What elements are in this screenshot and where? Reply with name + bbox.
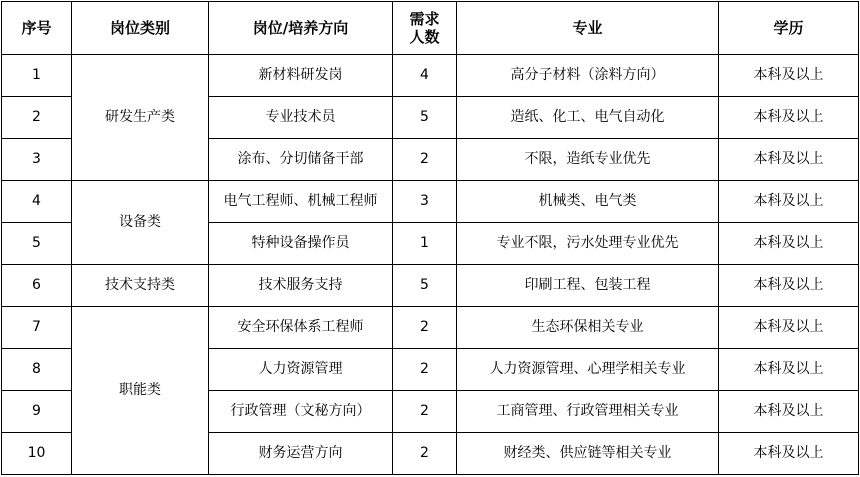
cell-count: 3 bbox=[393, 181, 457, 223]
cell-position: 特种设备操作员 bbox=[209, 223, 393, 265]
cell-position: 涂布、分切储备干部 bbox=[209, 139, 393, 181]
cell-education: 本科及以上 bbox=[719, 55, 859, 97]
cell-count: 2 bbox=[393, 433, 457, 475]
cell-count: 5 bbox=[393, 97, 457, 139]
cell-position: 技术服务支持 bbox=[209, 265, 393, 307]
cell-education: 本科及以上 bbox=[719, 223, 859, 265]
header-category: 岗位类别 bbox=[72, 2, 209, 55]
cell-major: 人力资源管理、心理学相关专业 bbox=[457, 349, 719, 391]
cell-position: 安全环保体系工程师 bbox=[209, 307, 393, 349]
header-seq: 序号 bbox=[2, 2, 72, 55]
cell-position: 财务运营方向 bbox=[209, 433, 393, 475]
cell-major: 工商管理、行政管理相关专业 bbox=[457, 391, 719, 433]
cell-seq: 1 bbox=[2, 55, 72, 97]
cell-count: 1 bbox=[393, 223, 457, 265]
cell-seq: 10 bbox=[2, 433, 72, 475]
job-requirements-table bbox=[1, 1, 859, 475]
cell-major: 生态环保相关专业 bbox=[457, 307, 719, 349]
cell-major: 不限，造纸专业优先 bbox=[457, 139, 719, 181]
cell-count: 2 bbox=[393, 391, 457, 433]
header-count-line1: 需求 bbox=[409, 10, 440, 28]
cell-education: 本科及以上 bbox=[719, 265, 859, 307]
cell-count: 5 bbox=[393, 265, 457, 307]
table-row bbox=[2, 55, 859, 97]
cell-seq: 3 bbox=[2, 139, 72, 181]
cell-count: 2 bbox=[393, 139, 457, 181]
cell-education: 本科及以上 bbox=[719, 349, 859, 391]
cell-major: 财经类、供应链等相关专业 bbox=[457, 433, 719, 475]
cell-count: 2 bbox=[393, 349, 457, 391]
cell-category: 设备类 bbox=[72, 181, 209, 265]
table-row bbox=[2, 265, 859, 307]
header-education: 学历 bbox=[719, 2, 859, 55]
table-row bbox=[2, 307, 859, 349]
cell-education: 本科及以上 bbox=[719, 97, 859, 139]
cell-seq: 9 bbox=[2, 391, 72, 433]
header-position: 岗位/培养方向 bbox=[209, 2, 393, 55]
cell-count: 2 bbox=[393, 307, 457, 349]
cell-major: 造纸、化工、电气自动化 bbox=[457, 97, 719, 139]
cell-category: 研发生产类 bbox=[72, 55, 209, 181]
table-body bbox=[2, 55, 859, 475]
cell-education: 本科及以上 bbox=[719, 139, 859, 181]
cell-category: 技术支持类 bbox=[72, 265, 209, 307]
cell-education: 本科及以上 bbox=[719, 391, 859, 433]
header-count-line2: 人数 bbox=[409, 28, 440, 46]
table-row bbox=[2, 181, 859, 223]
cell-position: 行政管理（文秘方向） bbox=[209, 391, 393, 433]
cell-seq: 6 bbox=[2, 265, 72, 307]
header-row bbox=[2, 2, 859, 55]
cell-position: 专业技术员 bbox=[209, 97, 393, 139]
cell-seq: 4 bbox=[2, 181, 72, 223]
cell-seq: 7 bbox=[2, 307, 72, 349]
cell-education: 本科及以上 bbox=[719, 181, 859, 223]
cell-education: 本科及以上 bbox=[719, 433, 859, 475]
cell-position: 新材料研发岗 bbox=[209, 55, 393, 97]
cell-count: 4 bbox=[393, 55, 457, 97]
cell-major: 专业不限，污水处理专业优先 bbox=[457, 223, 719, 265]
cell-seq: 5 bbox=[2, 223, 72, 265]
header-major: 专业 bbox=[457, 2, 719, 55]
cell-position: 人力资源管理 bbox=[209, 349, 393, 391]
cell-major: 高分子材料（涂料方向） bbox=[457, 55, 719, 97]
header-count bbox=[393, 2, 457, 55]
cell-seq: 2 bbox=[2, 97, 72, 139]
cell-position: 电气工程师、机械工程师 bbox=[209, 181, 393, 223]
cell-major: 机械类、电气类 bbox=[457, 181, 719, 223]
cell-education: 本科及以上 bbox=[719, 307, 859, 349]
cell-category: 职能类 bbox=[72, 307, 209, 475]
cell-seq: 8 bbox=[2, 349, 72, 391]
cell-major: 印刷工程、包装工程 bbox=[457, 265, 719, 307]
